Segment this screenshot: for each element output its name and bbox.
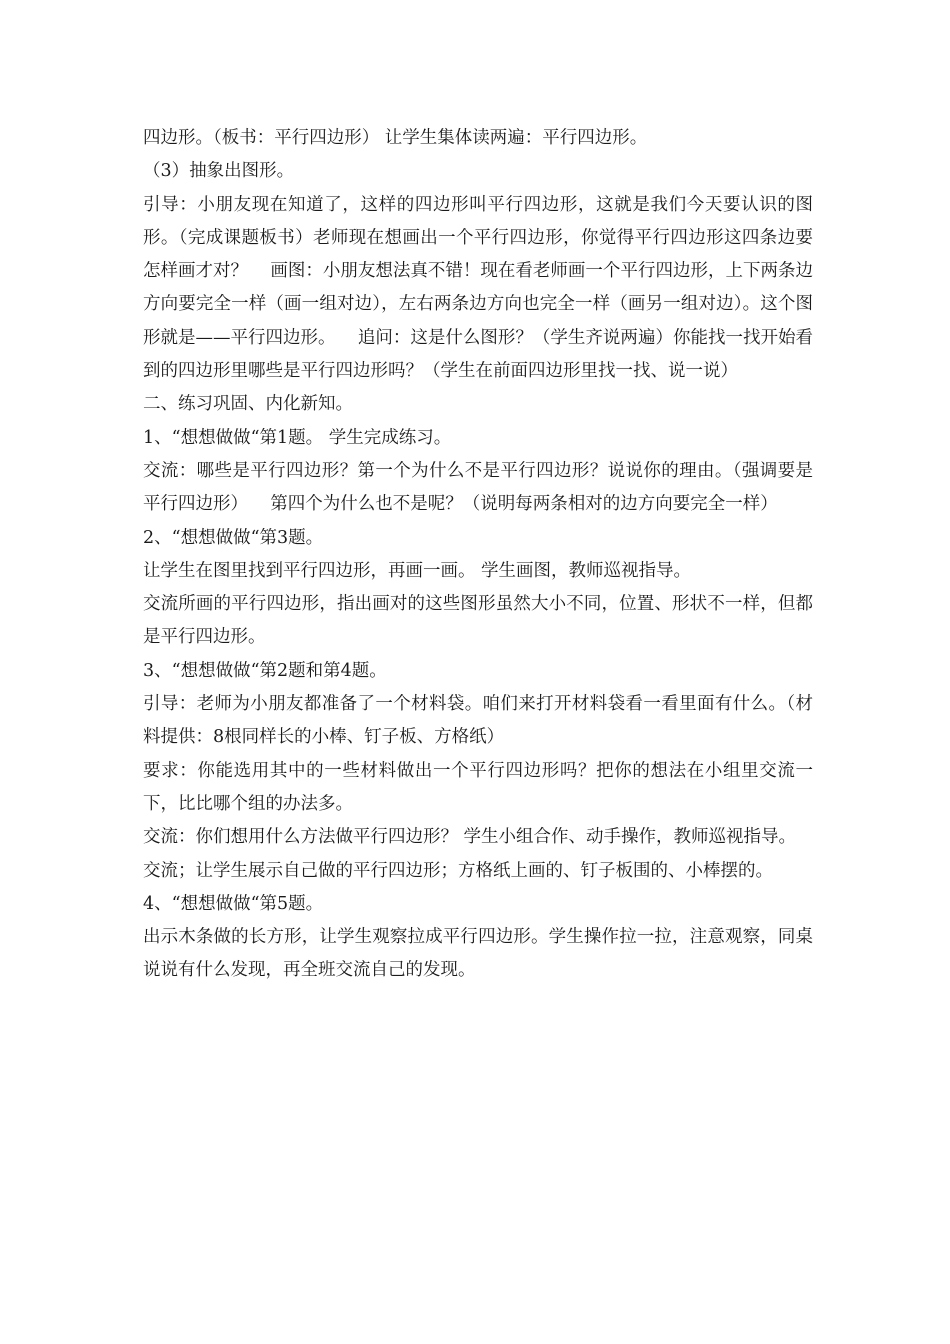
paragraph: 交流：哪些是平行四边形？第一个为什么不是平行四边形？说说你的理由。（强调要是平行四边形） 第四个为什么也不是呢？（说明每两条相对的边方向要完全一样） — [143, 460, 813, 515]
paragraph: 交流：你们想用什么方法做平行四边形？ 学生小组合作、动手操作，教师巡视指导。 — [143, 827, 797, 848]
paragraph: 出示木条做的长方形，让学生观察拉成平行四边形。学生操作拉一拉，注意观察，同桌说说有什么发现，再全班交流自己的发现。 — [143, 927, 813, 981]
paragraph: 引导：小朋友现在知道了，这样的四边形叫平行四边形，这就是我们今天要认识的图形。（完成课题板书）老师现在想画出一个平行四边形，你觉得平行四边形这四条边要怎样画才对？ 画图：小朋友想法真不错！现在看老师画一个平行四边形，上下两条边方向要完全一样（画一组对边），左右两条边方向也完全一样（画另一组对边）。这个图形就是——平行四边形。 追问：这是什么图形？（学生齐说两遍）你能找一找开始看到的四边形里哪些是平行四边形吗？（学生在前面四边形里找一找、说一说） — [143, 194, 813, 382]
document-body — [143, 122, 813, 988]
paragraph: 交流所画的平行四边形，指出画对的这些图形虽然大小不同，位置、形状不一样，但都是平行四边形。 — [143, 594, 813, 648]
exercise-heading: 2、“想想做做“第3题。 — [143, 527, 324, 548]
exercise-heading: 1、“想想做做“第1题。 学生完成练习。 — [143, 427, 452, 448]
section-heading: 二、练习巩固、内化新知。 — [143, 394, 353, 415]
paragraph: 交流；让学生展示自己做的平行四边形；方格纸上画的、钉子板围的、小棒摆的。 — [143, 860, 773, 881]
paragraph: 要求：你能选用其中的一些材料做出一个平行四边形吗？把你的想法在小组里交流一下，比比哪个组的办法多。 — [143, 760, 813, 814]
paragraph: 引导：老师为小朋友都准备了一个材料袋。咱们来打开材料袋看一看里面有什么。（材料提供：8根同样长的小棒、钉子板、方格纸） — [143, 694, 813, 748]
paragraph: 让学生在图里找到平行四边形，再画一画。 学生画图，教师巡视指导。 — [143, 560, 692, 581]
paragraph: 四边形。（板书：平行四边形） 让学生集体读两遍：平行四边形。 — [143, 128, 648, 148]
exercise-heading: 3、“想想做做“第2题和第4题。 — [143, 660, 387, 681]
paragraph: （3）抽象出图形。 — [143, 161, 295, 182]
exercise-heading: 4、“想想做做“第5题。 — [143, 893, 324, 914]
